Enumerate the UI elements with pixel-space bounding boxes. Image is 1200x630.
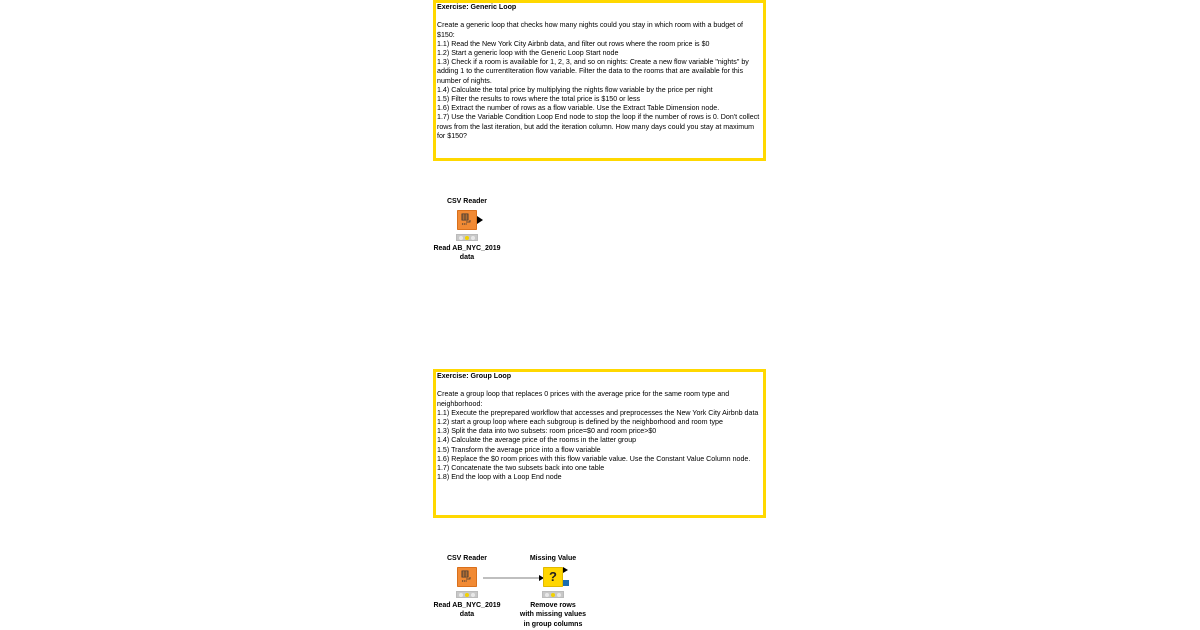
annotation-line: 1.3) Check if a room is available for 1, 2, 3, and so on nights: Create a new flow variable "nights" by adding 1 to the currentIteration flow variable. Filter the data to the rooms that are available for this number of nights. <box>437 58 749 85</box>
table-arrow-icon <box>461 213 473 226</box>
annotation-group-loop[interactable] <box>433 369 766 518</box>
output-port[interactable] <box>477 216 483 224</box>
missing-value-node[interactable] <box>508 554 598 629</box>
output-port[interactable] <box>563 567 568 573</box>
node-label-line: data <box>459 254 475 262</box>
node-label-line: Remove rows <box>530 602 576 609</box>
status-light <box>456 234 478 241</box>
annotation-line: 1.7) Concatenate the two subsets back into one table <box>437 464 605 473</box>
node-label-line: in group columns <box>523 620 583 628</box>
annotation-line: 1.2) Start a generic loop with the Generic Loop Start node <box>437 49 619 57</box>
annotation-title: Exercise: Group Loop <box>437 372 512 380</box>
annotation-line: Create a group loop that replaces 0 prices with the average price for the same room type and neighborhood: <box>437 390 730 408</box>
csv-reader-node[interactable] <box>422 197 512 263</box>
annotation-line: 1.8) End the loop with a Loop End node <box>437 473 562 482</box>
annotation-line: 1.4) Calculate the total price by multiplying the nights flow variable by the price per night <box>437 85 713 94</box>
annotation-line: 1.5) Transform the average price into a flow variable <box>437 445 601 454</box>
annotation-title: Exercise: Generic Loop <box>437 3 517 11</box>
annotation-line: 1.5) Filter the results to rows where the total price is $150 or less <box>437 95 641 104</box>
node-label-line: Read AB_NYC_2019 <box>433 602 501 609</box>
annotation-line: 1.7) Use the Variable Condition Loop End node to stop the loop if the number of rows is 0. Don't collect rows from the last iteration, but add the iteration column. How many days could you stay at maximum for $150? <box>437 113 760 140</box>
node-label[interactable] <box>508 601 598 629</box>
annotation-line: 1.6) Extract the number of rows as a flow variable. Use the Extract Table Dimension node. <box>437 104 720 113</box>
table-arrow-icon <box>461 570 473 583</box>
csv-reader-node[interactable] <box>422 554 512 620</box>
node-label-line: data <box>459 611 475 619</box>
annotation-line: 1.3) Split the data into two subsets: room price=$0 and room price>$0 <box>437 427 657 436</box>
model-output-port[interactable] <box>563 580 569 586</box>
node-label[interactable] <box>422 244 512 263</box>
annotation-line: 1.2) start a group loop where each subgroup is defined by the neighborhood and room type <box>437 418 723 426</box>
annotation-line: 1.1) Read the New York City Airbnb data, and filter out rows where the room price is $0 <box>437 39 710 48</box>
annotation-generic-loop[interactable] <box>433 0 766 161</box>
csv-reader-icon[interactable] <box>457 567 477 587</box>
annotation-line: Create a generic loop that checks how many nights could you stay in which room with a budget of $150: <box>437 21 743 39</box>
csv-reader-icon[interactable] <box>457 210 477 230</box>
node-label-line: Read AB_NYC_2019 <box>433 245 501 252</box>
node-label[interactable] <box>422 601 512 620</box>
node-name: CSV Reader <box>446 198 488 205</box>
annotation-line: 1.4) Calculate the average price of the rooms in the latter group <box>437 436 637 445</box>
annotation-line: 1.6) Replace the $0 room prices with this flow variable value. Use the Constant Value Column node. <box>437 454 751 463</box>
status-light <box>542 591 564 598</box>
status-light <box>456 591 478 598</box>
node-label-line: with missing values <box>519 611 587 619</box>
node-name: CSV Reader <box>446 555 488 562</box>
missing-value-icon[interactable] <box>543 567 563 587</box>
annotation-line: 1.1) Execute the preprepared workflow that accesses and preprocesses the New York City Airbnb data <box>437 408 759 417</box>
node-name: Missing Value <box>529 555 577 562</box>
question-mark-icon: ? <box>549 569 557 584</box>
